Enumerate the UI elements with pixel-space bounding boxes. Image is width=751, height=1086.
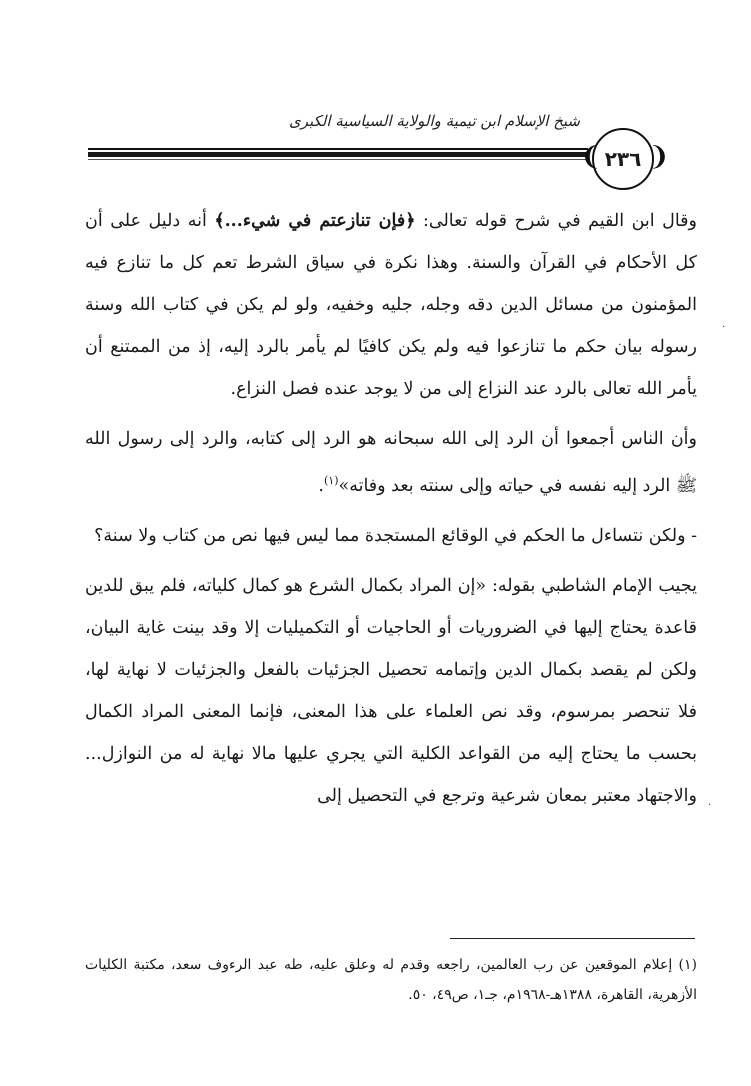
footnote-ref: (١)	[323, 474, 339, 487]
footnotes	[85, 950, 697, 1010]
paragraph-4: يجيب الإمام الشاطبي بقوله: «إن المراد بكمال الشرع هو كمال كلياته، فلم يبق للدين قاعدة يحتاج إليها في الضروريات أو الحاجيات أو التكميليات إلا وقد بينت غاية البيان، ولكن لم يقصد بكمال الدين وإتمامه تحصيل الجزئيات بالفعل والجزئيات لا نهاية لها، فلا تنحصر بمرسوم، وقد نص العلماء على هذا المعنى، فإنما المعنى المراد الكمال بحسب ما يحتاج إليه من القواعد الكلية التي يجري عليها مالا نهاية له من النوازل... والاجتهاد معتبر بمعان شرعية وترجع في التحصيل إلى	[85, 575, 697, 806]
paragraph-2-body: وأن الناس أجمعوا أن الرد إلى الله سبحانه هو الرد إلى كتابه، والرد إلى رسول الله ﷺ الرد إليه نفسه في حياته وإلى سنته بعد وفاته»	[85, 429, 697, 496]
paragraph-1-body: أنه دليل على أن كل الأحكام في القرآن والسنة. وهذا نكرة في سياق الشرط تعم كل ما تنازع فيه المؤمنون من مسائل الدين دقه وجله، جليه وخفيه، ولو لم يكن في كتاب الله وسنة رسوله بيان حكم ما تنازعوا فيه ولم يكن كافيًا لم يأمر بالرد إليه، إذ من الممتنع أن يأمر الله تعالى بالرد عند النزاع إلى من لا يوجد عنده فصل النزاع.	[85, 211, 697, 399]
quran-verse: ﴿فإن تنازعتم في شيء...﴾	[214, 211, 416, 231]
badge-ornament-right: ❩	[648, 142, 670, 172]
footnote-separator	[450, 938, 695, 939]
footnote-1: (١) إعلام الموقعين عن رب العالمين، راجعه وقدم له وعلق عليه، طه عبد الرءوف سعد، مكتبة الكليات الأزهرية، القاهرة، ١٣٨٨هـ-١٩٦٨م، جـ١، ص٤٩، ٥٠.	[85, 957, 697, 1003]
paragraph-1-lead: وقال ابن القيم في شرح قوله تعالى:	[415, 211, 697, 231]
page-number-badge	[592, 128, 654, 190]
main-text	[85, 200, 697, 817]
page-number: ٢٣٦	[604, 147, 642, 171]
margin-mark: ·	[722, 322, 726, 333]
paragraph-1	[85, 200, 697, 410]
paragraph-3: - ولكن نتساءل ما الحكم في الوقائع المستجدة مما ليس فيها نص من كتاب ولا سنة؟	[94, 525, 697, 546]
paragraph-2-end: .	[318, 475, 324, 496]
running-header-title: شيخ الإسلام ابن تيمية والولاية السياسية الكبرى	[288, 112, 580, 130]
badge-ornament-left: ❨	[580, 142, 602, 172]
margin-mark: ·	[708, 800, 712, 811]
header-rule	[88, 148, 588, 162]
paragraph-2	[85, 418, 697, 507]
